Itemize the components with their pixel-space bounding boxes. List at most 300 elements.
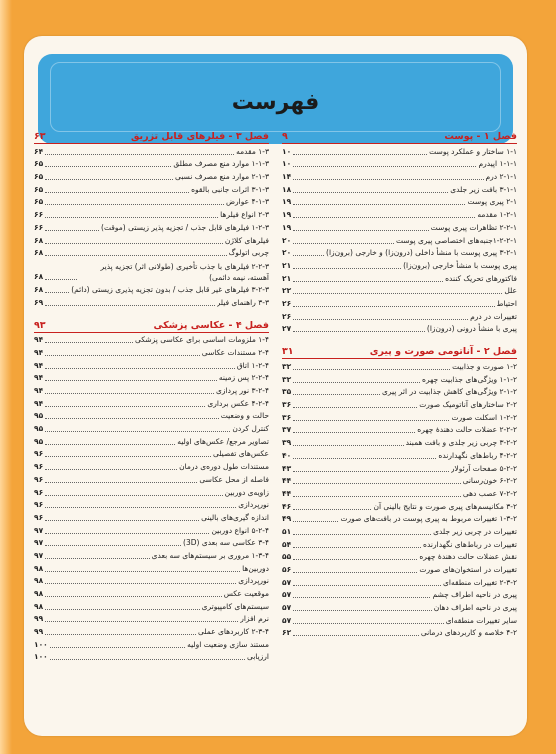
toc-entry[interactable] (282, 513, 517, 526)
toc-entry-page: ۶۵ (34, 172, 44, 182)
toc-entry[interactable] (34, 575, 269, 588)
toc-entry-page: ۴۴ (282, 476, 292, 486)
toc-entry-title: حالت و وضعیت (220, 411, 269, 421)
toc-entry[interactable] (282, 487, 517, 500)
toc-entry-page: ۱۰ (282, 146, 292, 156)
dot-leader (293, 382, 420, 383)
toc-entry[interactable] (34, 397, 269, 410)
dot-leader (293, 230, 428, 231)
toc-entry[interactable] (282, 285, 517, 298)
toc-entry-page: ۶۴ (34, 146, 44, 156)
toc-entry[interactable] (282, 475, 517, 488)
chapter-heading[interactable] (282, 128, 517, 144)
toc-entry-page: ۹۴ (34, 335, 44, 345)
toc-entry-title: پیری پوست با منشأ خارجی (برون‌زا) (403, 260, 517, 270)
toc-entry-title: موقعیت عکس (223, 589, 269, 598)
toc-entry-page: ۹۸ (34, 563, 44, 573)
dot-leader (45, 243, 223, 244)
toc-entry[interactable] (34, 359, 269, 372)
toc-entry-title: نورپردازی (238, 576, 269, 586)
dot-leader (293, 597, 430, 598)
toc-entry[interactable] (282, 234, 517, 247)
toc-entry[interactable] (34, 196, 269, 209)
dot-leader (293, 319, 468, 320)
toc-entry-page: ۱۰۰ (34, 652, 48, 662)
toc-entry[interactable] (34, 613, 269, 626)
toc-entry-page: ۹۵ (34, 424, 44, 434)
toc-entry-page: ۹۶ (34, 449, 44, 459)
toc-entry-title: ۲-۲-۳ فیلرهای با جذب تأخیری (طولانی اثر) تجزیه پذیر آهسته، نیمه دائمی) (100, 262, 269, 283)
toc-entry[interactable] (282, 183, 517, 196)
toc-entry-title: تغییرات در درم (470, 311, 517, 321)
toc-entry-page: ۱۰ (282, 159, 292, 169)
toc-entry[interactable] (282, 614, 517, 627)
toc-entry-title: ۵-۲-۲ صفحات آرئولار (450, 463, 517, 473)
toc-entry[interactable] (282, 449, 517, 462)
dot-leader (45, 456, 211, 457)
toc-entry-title: ۱-۳-۲ تغییرات مربوط به پیری پوست در بافت‌های صورت (340, 514, 517, 524)
toc-entry-page: ۹۵ (34, 411, 44, 421)
dot-leader (45, 279, 77, 280)
toc-entry-title: زاویه‌ی دوربین (224, 487, 269, 497)
toc-entry-title: ۱-۲ صورت و جذابیت (452, 362, 517, 371)
toc-entry[interactable] (34, 372, 269, 385)
toc-entry-title: ۴-۲-۴ عکس برداری (207, 398, 269, 408)
dot-leader (45, 230, 99, 231)
toc-entry-title: ۳-۲ مکانیسم‌های پیری صورت و نتایج بالینی آن (373, 501, 517, 511)
toc-entry-title: ۶-۲-۲ خون‌رسانی (462, 476, 517, 486)
toc-entry[interactable] (34, 346, 269, 359)
toc-entry[interactable] (34, 651, 269, 664)
toc-entry[interactable] (282, 272, 517, 285)
toc-entry[interactable] (282, 576, 517, 589)
dot-leader (293, 623, 444, 624)
dot-leader (45, 621, 238, 622)
dot-leader (293, 547, 421, 548)
dot-leader (293, 331, 425, 332)
toc-entry[interactable] (34, 283, 269, 296)
dot-leader (45, 166, 171, 167)
dot-leader (293, 445, 403, 446)
dot-leader (293, 432, 415, 433)
toc-entry-title: ۱-۲-۱ مقدمه (477, 210, 517, 220)
toc-entry-page: ۲۶ (282, 298, 292, 308)
toc-entry-page: ۳۲ (282, 374, 292, 384)
toc-entry-page: ۳۲ (282, 362, 292, 371)
toc-entry-title: ۳-۴ عکاسی سه بعدی (3D) (183, 538, 269, 548)
toc-entry[interactable] (282, 589, 517, 602)
toc-entry[interactable] (282, 601, 517, 614)
toc-entry-page: ۹۷ (34, 525, 44, 535)
toc-entry[interactable] (34, 499, 269, 512)
chapter-heading[interactable] (282, 343, 517, 359)
section-gap (282, 335, 517, 343)
dot-leader (45, 545, 181, 546)
dot-leader (293, 483, 460, 484)
chapter-title: فصل ۳ - فیلرهای قابل تزریق (130, 131, 269, 142)
toc-entry-title: ۲-۱-۱ درم (485, 172, 517, 182)
page-title: فهرست (231, 90, 320, 115)
toc-entry[interactable] (282, 398, 517, 411)
toc-entry-title: ۲-۴ مستندات عکاسی (201, 347, 269, 357)
toc-entry-page: ۹۷ (34, 550, 44, 560)
book-spine (0, 0, 12, 754)
dot-leader (293, 496, 461, 497)
dot-leader (293, 204, 465, 205)
toc-entry[interactable] (282, 538, 517, 551)
toc-entry[interactable] (34, 422, 269, 435)
toc-entry-page: ۱۴ (282, 172, 292, 182)
dot-leader (293, 534, 431, 535)
toc-entry[interactable] (282, 297, 517, 310)
toc-entry-page: ۹۶ (34, 462, 44, 472)
toc-entry-page: ۶۵ (34, 197, 44, 207)
toc-entry[interactable] (282, 525, 517, 538)
toc-entry[interactable] (34, 296, 269, 309)
toc-entry[interactable] (34, 460, 269, 473)
toc-entry-page: ۴۳ (282, 463, 292, 473)
toc-entry-page: ۹۶ (34, 487, 44, 497)
toc-entry-title: ۱-۱-۳ موارد منع مصرف مطلق (173, 159, 269, 169)
toc-entry-page: ۳۶ (282, 400, 292, 410)
toc-entry-title: ۱-۲-۲ اسکلت صورت (451, 412, 517, 422)
dot-leader (293, 394, 380, 395)
toc-entry-title: ۲-۳-۲ تغییرات منطقه‌ای (443, 577, 517, 587)
toc-entry[interactable] (34, 259, 269, 283)
toc-entry-title: ۴-۱-۳ عوارض (225, 197, 269, 207)
dot-leader (45, 380, 217, 381)
dot-leader (45, 520, 199, 521)
dot-leader (45, 217, 218, 218)
toc-entry-page: ۹۹ (34, 614, 44, 624)
dot-leader (45, 418, 219, 419)
toc-entry-page: ۴۴ (282, 488, 292, 498)
chapter-title: فصل ۱ - پوست (444, 131, 517, 142)
toc-entry-title: ۴-۲-۲ رباط‌های نگهدارنده (438, 450, 517, 460)
toc-entry[interactable] (282, 386, 517, 399)
toc-entry-title: ۲-۲-۲ عضلات حالت دهندهٔ چهره (417, 425, 517, 435)
toc-entry-page: ۶۸ (34, 248, 44, 258)
dot-leader (293, 166, 476, 167)
toc-entry-title: فیلرهای کلاژن (224, 235, 269, 245)
toc-entry[interactable] (282, 208, 517, 221)
toc-entry[interactable] (34, 537, 269, 550)
toc-entry-page: ۲۷ (282, 324, 292, 334)
toc-entry-title: اندازه گیری‌های بالینی (201, 512, 269, 522)
toc-entry-title: ۱-۳ مقدمه (236, 146, 269, 156)
toc-page (24, 36, 527, 736)
toc-entry[interactable] (34, 247, 269, 260)
chapter-title: فصل ۲ - آناتومی صورت و پیری (369, 346, 517, 358)
toc-entry-title: ۱-۴ ملزومات اساسی برای عکاسی پزشکی (134, 335, 269, 345)
toc-entry-page: ۶۹ (34, 297, 44, 307)
toc-entry[interactable] (34, 524, 269, 537)
toc-entry-title: ۳-۲-۲ چربی زیر جلدی و بافت همبند (405, 438, 517, 448)
toc-entry-page: ۱۹ (282, 210, 292, 220)
toc-entry-page: ۹۴ (34, 347, 44, 357)
toc-entry-title: پیری در ناحیه اطراف دهان (433, 603, 517, 613)
toc-entry[interactable] (282, 247, 517, 260)
toc-entry-page: ۹۸ (34, 576, 44, 586)
chapter-heading[interactable] (34, 128, 269, 144)
toc-entry[interactable] (282, 196, 517, 209)
toc-entry[interactable] (282, 551, 517, 564)
dot-leader (45, 154, 234, 155)
toc-entry-title: عکس‌های تفصیلی (212, 449, 269, 459)
toc-entry-title: دوربین‌ها (242, 563, 269, 573)
chapter-page-number: ۹ (282, 131, 288, 142)
toc-entry[interactable] (34, 448, 269, 461)
toc-entry-page: ۱۸ (282, 184, 292, 194)
toc-entry[interactable] (282, 563, 517, 576)
toc-entry-page: ۹۷ (34, 538, 44, 548)
toc-entry-title: ۵-۲-۴ انواع دوربین (211, 525, 269, 535)
toc-entry-page: ۹۸ (34, 589, 44, 598)
toc-entry-title: ۳-۳ راهنمای فیلر (216, 297, 269, 307)
toc-entry-page: ۶۸ (34, 272, 44, 282)
toc-entry-title: نرم افزار (240, 614, 269, 624)
toc-entry-title: ۲-۲-۴ پس زمینه (218, 373, 269, 383)
toc-entry-title: ۳-۲-۳ فیلرهای غیر قابل جذب / بدون تجزیه پذیری زیستی (دائم) (71, 284, 269, 294)
toc-entry-title: پیری در ناحیه اطراف چشم (432, 590, 517, 600)
toc-entry-page: ۱۰۰ (34, 639, 48, 649)
toc-entry-title: ۱-۱-۱ اپیدرم (478, 159, 517, 169)
toc-entry[interactable] (282, 462, 517, 475)
toc-entry-title: تغییرات در چربی زیر جلدی (433, 526, 517, 536)
toc-entry-title: فاکتورهای تحریک کننده (445, 273, 517, 283)
toc-entry-title: ۲-۲-۱ تظاهرات پیری پوست (430, 222, 517, 232)
toc-entry-title: ۴-۲ خلاصه و کاربردهای درمانی (420, 628, 517, 638)
toc-entry-title: ارزیابی (246, 652, 269, 662)
toc-entry-page: ۹۹ (34, 627, 44, 637)
dot-leader (45, 179, 173, 180)
toc-entry-title: مستندات طول دوره‌ی درمان (179, 462, 269, 472)
toc-entry-title: ۲-۲ ساختارهای آناتومیک صورت (419, 400, 517, 410)
toc-entry[interactable] (34, 625, 269, 638)
toc-entry-page: ۴۰ (282, 450, 292, 460)
toc-entry[interactable] (282, 158, 517, 171)
toc-entry[interactable] (282, 310, 517, 323)
toc-entry[interactable] (34, 158, 269, 171)
toc-entry-title: ۳-۲-۱ پیری پوست با منشأ داخلی (درون‌زا) و خارجی (برون‌زا) (326, 248, 517, 258)
toc-entry[interactable] (34, 473, 269, 486)
toc-entry-title: نورپردازی (238, 500, 269, 510)
toc-entry-page: ۲۰ (282, 248, 292, 258)
toc-entry-title: ۲-۳ انواع فیلرها (220, 210, 269, 220)
toc-entry-page: ۶۸ (34, 284, 44, 294)
dot-leader (293, 306, 494, 307)
toc-entry-title: ۲-۳-۴ کاربردهای عملی (198, 627, 269, 637)
toc-entry[interactable] (282, 323, 517, 336)
dot-leader (293, 509, 371, 510)
dot-leader (45, 558, 150, 559)
toc-entry[interactable] (34, 234, 269, 247)
toc-entry[interactable] (34, 511, 269, 524)
toc-entry-page: ۱۹ (282, 222, 292, 232)
toc-entry-title: ۱-۳-۴ مروری بر سیستم‌های سه بعدی (151, 550, 269, 560)
dot-leader (293, 369, 450, 370)
toc-entry-page: ۵۶ (282, 565, 292, 574)
toc-entry-title: کنترل کردن (232, 424, 269, 434)
toc-entry-page: ۲۲ (282, 286, 292, 296)
toc-entry[interactable] (34, 384, 269, 397)
toc-entry-page: ۲۶ (282, 311, 292, 321)
dot-leader (293, 407, 417, 408)
toc-entry-title: مستند سازی وضعیت اولیه (187, 639, 269, 649)
dot-leader (293, 293, 502, 294)
chapter-heading[interactable] (34, 317, 269, 333)
toc-entry[interactable] (34, 334, 269, 347)
dot-leader (45, 342, 133, 343)
toc-entry-page: ۹۴ (34, 360, 44, 370)
toc-entry[interactable] (34, 145, 269, 158)
toc-entry-page: ۴۹ (282, 514, 292, 524)
toc-entry[interactable] (282, 170, 517, 183)
dot-leader (293, 635, 419, 636)
toc-entry-page: ۲۱ (282, 260, 292, 270)
toc-entry-page: ۵۵ (282, 552, 292, 562)
toc-entry-page: ۵۴ (282, 539, 292, 549)
dot-leader (45, 292, 69, 293)
toc-entry-page: ۶۲ (282, 628, 292, 638)
toc-entry-page: ۶۶ (34, 222, 44, 232)
toc-entry[interactable] (282, 424, 517, 437)
dot-leader (45, 469, 177, 470)
dot-leader (45, 571, 240, 572)
dot-leader (45, 583, 236, 584)
chapter-title: فصل ۴ - عکاسی پزشکی (153, 319, 269, 331)
dot-leader (45, 368, 235, 369)
dot-leader (293, 192, 448, 193)
toc-entry-page: ۳۶ (282, 412, 292, 422)
toc-entry-page: ۹۶ (34, 500, 44, 510)
toc-entry-page: ۶۵ (34, 159, 44, 169)
toc-entry-page: ۲۰ (282, 235, 292, 245)
toc-entry-page: ۶۵ (34, 184, 44, 194)
toc-entry-page: ۶۸ (34, 235, 44, 245)
toc-entry-page: ۴۶ (282, 501, 292, 511)
dot-leader (293, 255, 324, 256)
toc-entry[interactable] (34, 587, 269, 600)
dot-leader (293, 585, 441, 586)
toc-entry[interactable] (34, 183, 269, 196)
dot-leader (293, 217, 475, 218)
toc-entry[interactable] (34, 170, 269, 183)
toc-entry-page: ۹۶ (34, 512, 44, 522)
toc-entry-title: فاصله از محل عکاسی (199, 474, 269, 484)
toc-entry[interactable] (282, 500, 517, 513)
toc-entry-title: ۳-۱-۱ بافت زیر جلدی (450, 184, 517, 194)
toc-entry[interactable] (34, 549, 269, 562)
toc-entry[interactable] (34, 562, 269, 575)
toc-entry-page: ۳۹ (282, 438, 292, 448)
toc-entry-page: ۵۷ (282, 615, 292, 625)
toc-entry[interactable] (282, 373, 517, 386)
toc-entry-title: سیستم‌های کامپیوتری (201, 601, 269, 611)
toc-entry-page: ۵۷ (282, 577, 292, 587)
dot-leader (45, 444, 175, 445)
toc-entry[interactable] (282, 145, 517, 158)
toc-entry[interactable] (282, 360, 517, 373)
toc-entry[interactable] (282, 411, 517, 424)
toc-entry[interactable] (282, 221, 517, 234)
toc-entry[interactable] (34, 600, 269, 613)
dot-leader (293, 559, 417, 560)
toc-entry-page: ۲۱ (282, 273, 292, 283)
dot-leader (45, 192, 189, 193)
toc-entry-title: ۷-۲-۲ عصب دهی (462, 488, 517, 498)
toc-entry[interactable] (34, 410, 269, 423)
toc-entry-page: ۹۵ (34, 436, 44, 446)
dot-leader (45, 393, 214, 394)
toc-entry-page: ۶۶ (34, 210, 44, 220)
toc-entry-title: ۱-۱-۲ ویژگی‌های جذابیت چهره (422, 374, 517, 384)
toc-entry-title: ۱-۲-۳ فیلرهای قابل جذب / تجزیه پذیر زیستی (موقت) (101, 222, 269, 232)
dot-leader (45, 533, 209, 534)
dot-leader (293, 610, 432, 611)
toc-entry[interactable] (34, 638, 269, 651)
dot-leader (45, 482, 197, 483)
dot-leader (45, 305, 214, 306)
toc-entry-page: ۳۷ (282, 425, 292, 435)
dot-leader (45, 507, 236, 508)
toc-entry-title: چربی اتولوگ (228, 248, 269, 258)
dot-leader (45, 596, 222, 597)
toc-entry-page: ۳۵ (282, 387, 292, 397)
toc-entry-title: پیری با منشأ درونی (درون‌زا) (426, 324, 517, 334)
toc-entry-page: ۹۴ (34, 398, 44, 408)
dot-leader (50, 647, 185, 648)
dot-leader (45, 609, 199, 610)
toc-entry-page: ۹۴ (34, 386, 44, 395)
dot-leader (293, 420, 449, 421)
dot-leader (45, 406, 205, 407)
toc-entry[interactable] (282, 627, 517, 640)
toc-entry-page: ۹۸ (34, 601, 44, 611)
chapter-page-number: ۶۳ (34, 131, 46, 142)
dot-leader (293, 179, 483, 180)
toc-entry-title: ۳-۱-۳ اثرات جانبی بالقوه (191, 184, 269, 194)
toc-entry-page: ۵۷ (282, 603, 292, 613)
toc-entry-page: ۵۷ (282, 590, 292, 600)
toc-entry-title: احتیاط (496, 298, 517, 308)
toc-entry-title: تغییرات در رباط‌های نگهدارنده (423, 539, 517, 549)
toc-entry-title: ۱-۲-۲-۱جنبه‌های اختصاصی پیری پوست (395, 235, 517, 245)
dot-leader (45, 204, 224, 205)
toc-entry[interactable] (34, 221, 269, 234)
toc-column-left (34, 128, 269, 663)
toc-entry-page: ۱۹ (282, 197, 292, 207)
dot-leader (45, 634, 196, 635)
dot-leader (293, 154, 427, 155)
toc-entry-title: ۱-۲-۴ اتاق (236, 360, 269, 370)
toc-column-right (282, 128, 517, 639)
dot-leader (45, 495, 223, 496)
toc-entry[interactable] (34, 486, 269, 499)
dot-leader (45, 431, 230, 432)
toc-entry-title: ۲-۱-۲ ویژگی‌های کاهش جذابیت در اثر پیری (382, 387, 517, 397)
toc-entry-title: سایر تغییرات منطقه‌ای (445, 615, 517, 625)
toc-entry[interactable] (34, 435, 269, 448)
toc-entry[interactable] (282, 436, 517, 449)
toc-entry-title: ۲-۱ پیری پوست (467, 197, 517, 207)
toc-entry[interactable] (282, 259, 517, 272)
toc-entry-title: نقش عضلات حالت دهندهٔ چهره (419, 552, 517, 562)
toc-entry[interactable] (34, 208, 269, 221)
chapter-page-number: ۹۳ (34, 319, 46, 331)
toc-entry-page: ۹۶ (34, 474, 44, 484)
dot-leader (293, 572, 417, 573)
